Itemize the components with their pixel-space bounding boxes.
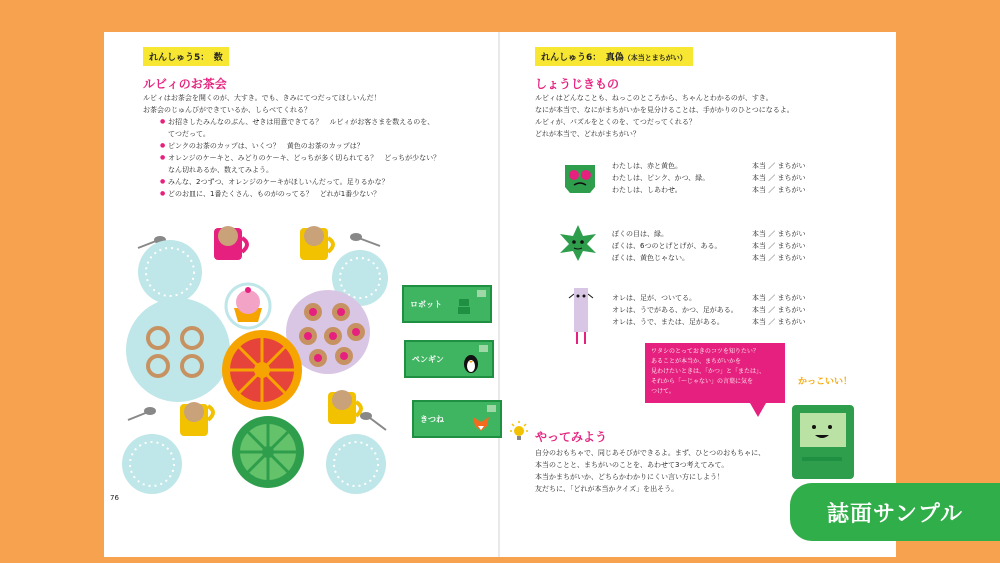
lilac-bar-character [566, 284, 596, 348]
statement: わたしは、赤と黄色。 [612, 162, 682, 170]
right-intro [535, 92, 794, 140]
group-2-answers [752, 228, 805, 264]
group-1-answers [752, 160, 805, 196]
try-heading: やってみよう [535, 430, 608, 444]
guest-card-penguin [404, 340, 494, 378]
question-item: ● どのお皿に、1番たくさん、ものがのってる？ どれが1番少ない？ [160, 188, 440, 200]
left-question-list [160, 116, 440, 200]
spoon-icon [350, 233, 380, 246]
right-intro-line: なにが本当で、なにがまちがいかを見分けることは、手がかりのひとつになるよ。 [535, 106, 794, 114]
answer-choice[interactable]: 本当 ／ まちがい [752, 242, 806, 250]
exercise-label-text: れんしゅう6： 真偽 [541, 53, 624, 63]
stamp-icon [477, 290, 486, 297]
card-label: ペンギン [412, 355, 444, 364]
statement: オレは、足が、ついてる。 [612, 294, 696, 302]
answer-choice[interactable]: 本当 ／ まちがい [752, 162, 806, 170]
statement: ぼくは、6つのとげとげが、ある。 [612, 242, 722, 250]
stamp-icon [487, 405, 496, 412]
page-number: 76 [110, 494, 119, 502]
stamp-icon [479, 345, 488, 352]
statement: オレは、うで、または、足がある。 [612, 318, 724, 326]
group-2-statements [612, 228, 721, 264]
tip-line: あることが本当か、まちがいかを [651, 358, 742, 365]
ring-cookie-plate [126, 298, 230, 402]
exercise-label-5: れんしゅう5： 数 [143, 47, 229, 66]
group-1-statements [612, 160, 709, 196]
green-cake [232, 416, 304, 488]
cupcake [226, 284, 270, 328]
try-line: 自分のおもちゃで、同じあそびができるよ。まず、ひとつのおもちゃに、 [535, 449, 766, 457]
try-text [535, 447, 765, 495]
question-item: なん切れあるか、数えてみよう。 [168, 166, 273, 174]
left-intro [143, 92, 381, 116]
card-label: ロボット [410, 300, 442, 309]
lightbulb-icon [508, 420, 530, 444]
card-label: きつね [420, 415, 444, 424]
question-item: てつだって。 [168, 130, 210, 138]
pink-mug [214, 226, 247, 260]
sample-badge: 誌面サンプル [790, 483, 1000, 541]
spoon-icon [360, 412, 386, 430]
yellow-mug [300, 226, 333, 260]
exclaim-text: かっこいい！ [798, 377, 853, 387]
guest-card-fox [412, 400, 502, 438]
try-line: 本当かまちがいか、どちらかわかりにくい言い方にしよう！ [535, 473, 724, 481]
left-heading: ルビィのお茶会 [143, 77, 227, 91]
spoon-icon [128, 407, 156, 420]
answer-choice[interactable]: 本当 ／ まちがい [752, 174, 806, 182]
yellow-mug [180, 402, 213, 436]
green-star-character [558, 224, 598, 262]
question-item: ● みんな、2つずつ、オレンジのケーキがほしいんだって。足りるかな？ [160, 176, 440, 188]
right-intro-line: ルビィはどんなことも、ねっこのところから、ちゃんとわかるのが、すき。 [535, 94, 773, 102]
fox-icon [472, 416, 490, 432]
speech-bubble-tail [750, 403, 766, 417]
computer-character [790, 403, 860, 483]
question-item: ● お招きしたみんなのぶん、せきは用意できてる？ ルビィがお客さまを数えるのを、 [160, 116, 440, 128]
guest-card-robot [402, 285, 492, 323]
try-line: 本当のことと、まちがいのことを、あわせて3つ考えてみて。 [535, 461, 729, 469]
left-intro-line: お茶会のじゅんびができているか、しらべてくれる？ [143, 106, 311, 114]
answer-choice[interactable]: 本当 ／ まちがい [752, 254, 806, 262]
right-heading: しょうじきもの [535, 77, 620, 91]
answer-choice[interactable]: 本当 ／ まちがい [752, 318, 806, 326]
tip-line: ワタシのとっておきのコツを知りたい？ [651, 348, 759, 355]
question-item: ● オレンジのケーキと、みどりのケーキ、どっちが多く切られてる？ どっちが少ない？ [160, 152, 440, 164]
green-square-character [563, 163, 597, 195]
try-line: 友だちに、「どれが本当かクイズ」を出そう。 [535, 485, 679, 493]
tip-line: つけて。 [651, 388, 675, 395]
group-3-statements [612, 292, 738, 328]
answer-choice[interactable]: 本当 ／ まちがい [752, 186, 806, 194]
right-intro-line: どれが本当で、どれがまちがい？ [535, 130, 640, 138]
left-intro-line: ルビィはお茶会を開くのが、大すき。でも、きみにてつだってほしいんだ！ [143, 94, 381, 102]
statement: わたしは、ピンク、かつ、緑。 [612, 174, 710, 182]
statement: わたしは、しあわせ。 [612, 186, 682, 194]
dotted-plate [122, 434, 182, 494]
answer-choice[interactable]: 本当 ／ まちがい [752, 306, 806, 314]
question-item: ● ピンクのお茶のカップは、いくつ？ 黄色のお茶のカップは？ [160, 140, 440, 152]
exercise-label-sub: （本当とまちがい） [623, 54, 687, 62]
statement: ぼくは、黄色じゃない。 [612, 254, 689, 262]
robot-icon [456, 297, 472, 315]
group-3-answers [752, 292, 805, 328]
statement: ぼくの目は、緑。 [612, 230, 668, 238]
penguin-icon [462, 352, 480, 374]
dotted-plate [326, 434, 386, 494]
exercise-label-6 [535, 47, 693, 66]
tip-line: 見わけたいときは、「かつ」と「または」、 [651, 368, 766, 375]
answer-choice[interactable]: 本当 ／ まちがい [752, 294, 806, 302]
book-gutter [498, 32, 500, 557]
yellow-mug [328, 390, 361, 424]
right-intro-line: ルビィが、パズルをとくのを、てつだってくれる？ [535, 118, 696, 126]
tip-line: それから「〜じゃない」の言葉に気を [651, 378, 754, 385]
answer-choice[interactable]: 本当 ／ まちがい [752, 230, 806, 238]
orange-cake [222, 330, 302, 410]
statement: オレは、うでがある、かつ、足がある。 [612, 306, 738, 314]
dotted-plate [138, 240, 202, 304]
tip-speech-bubble [645, 343, 785, 403]
